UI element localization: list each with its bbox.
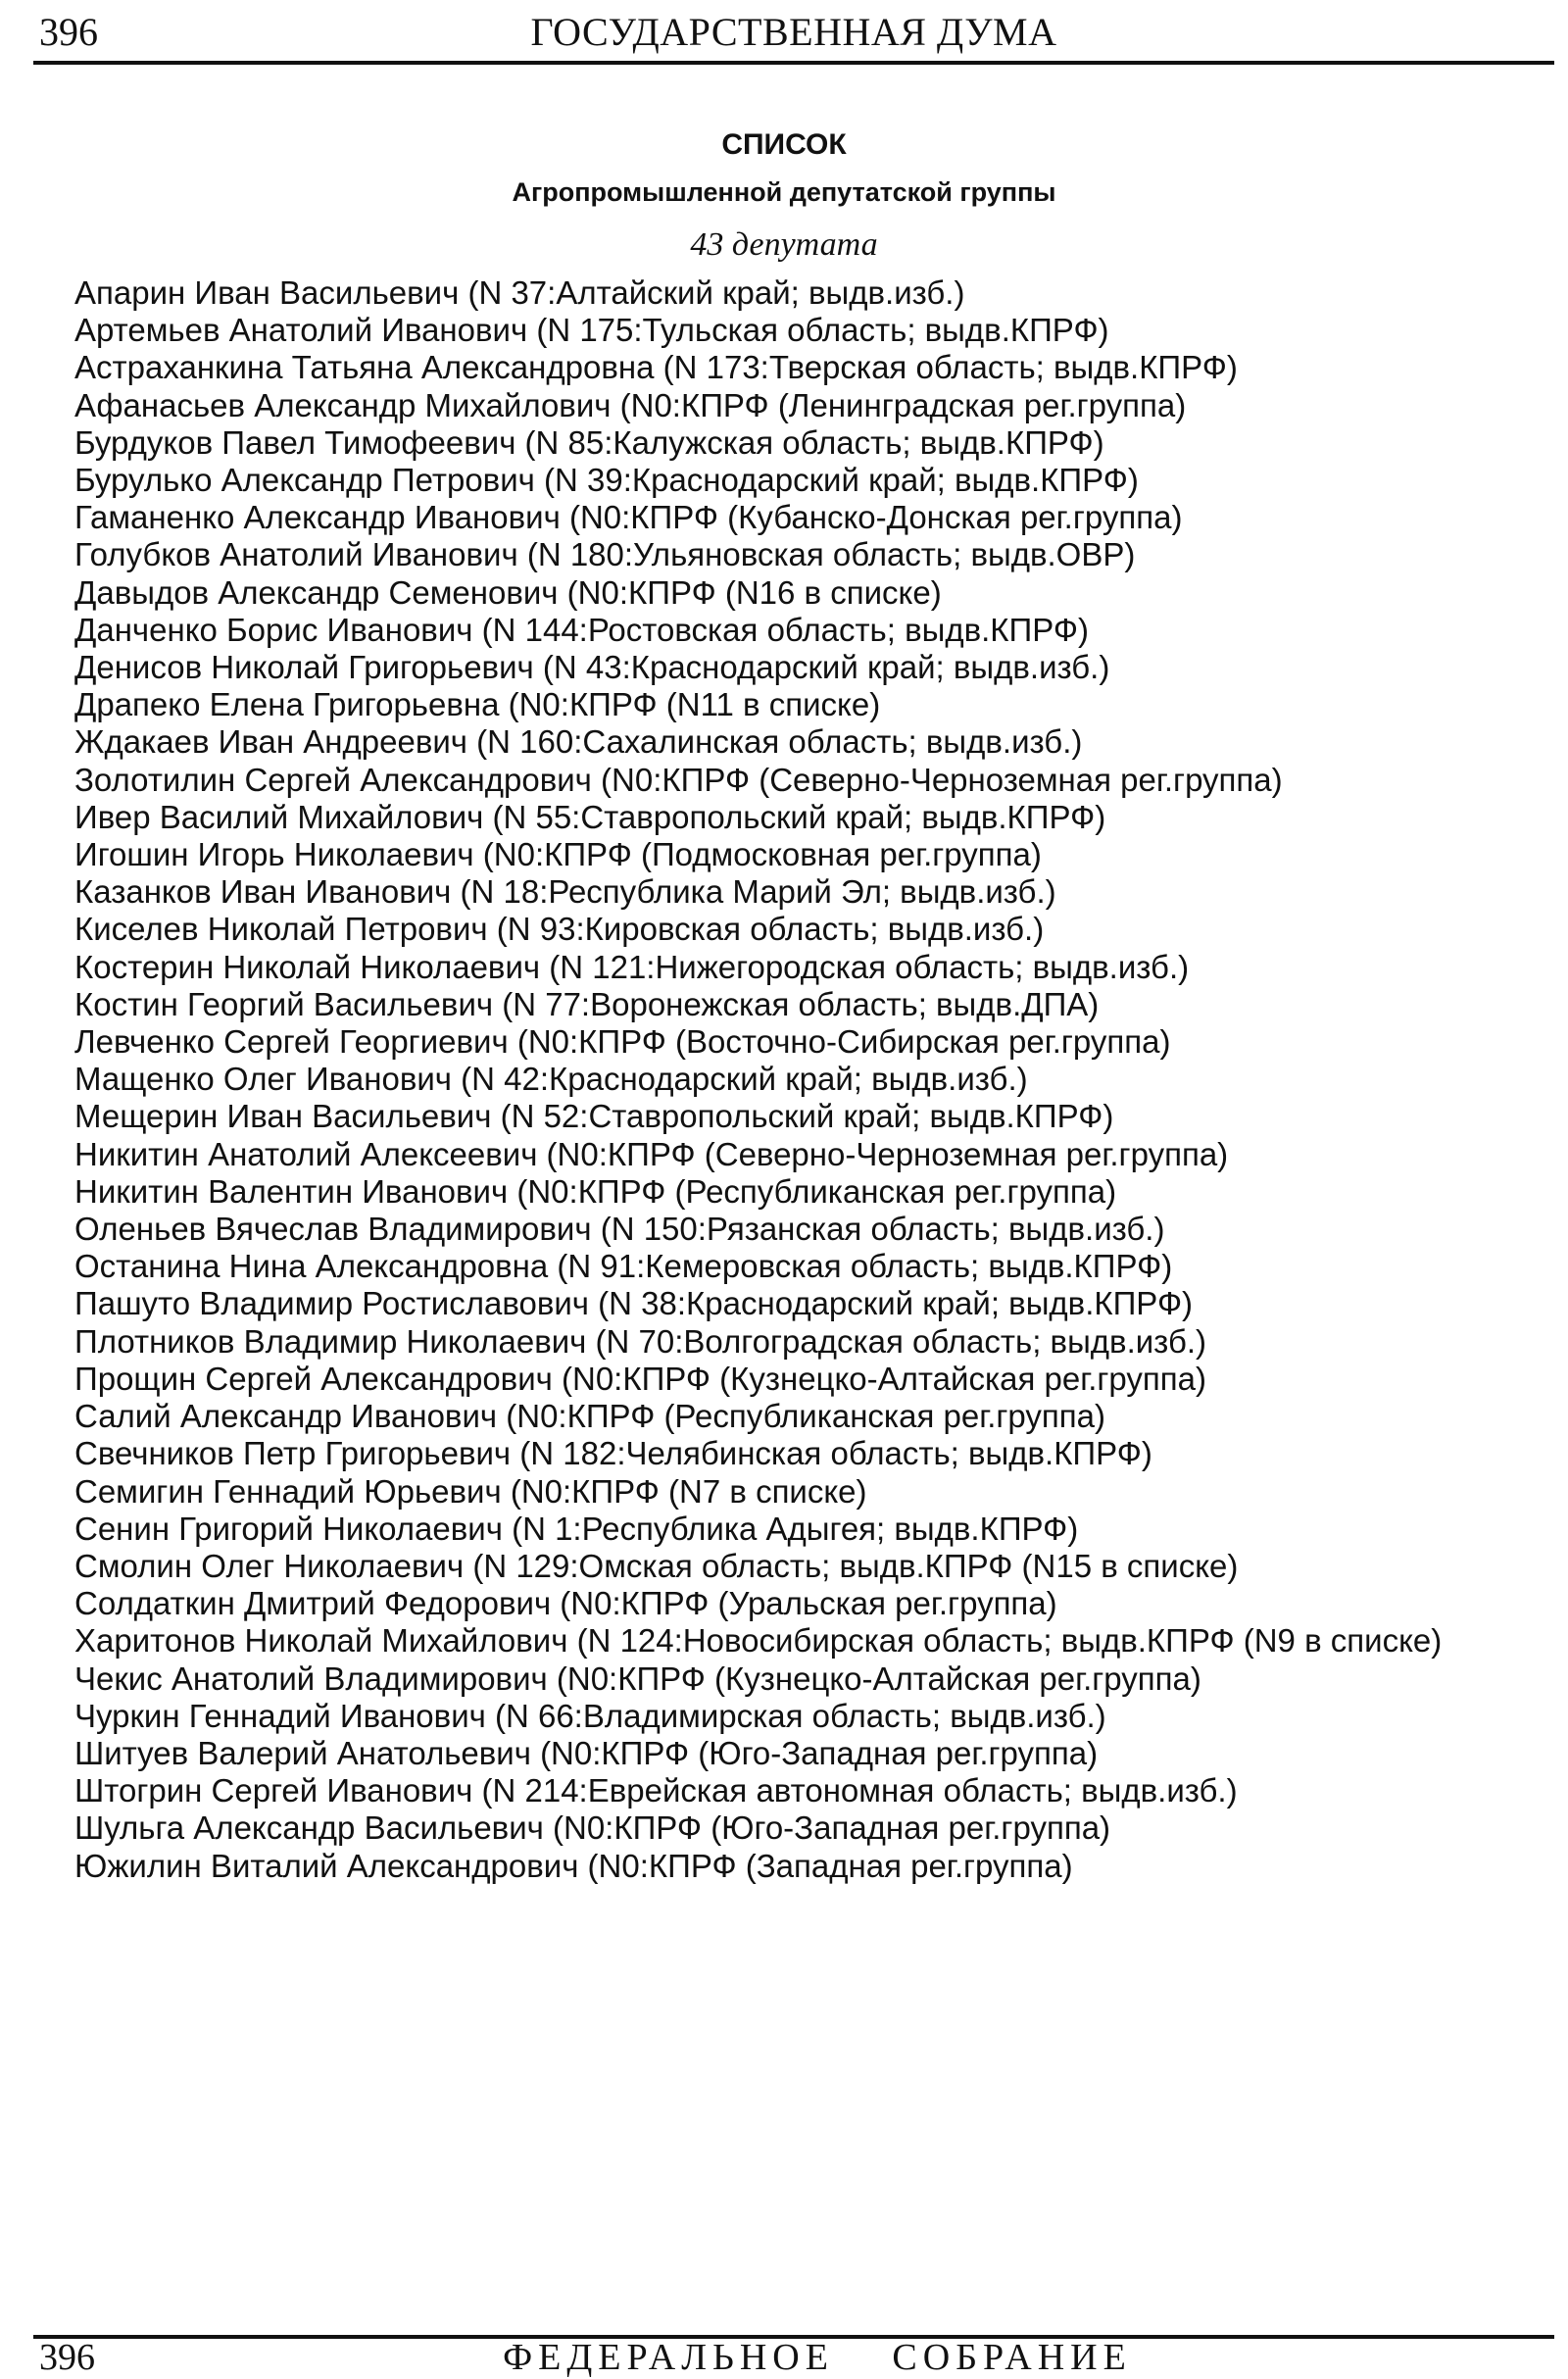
header-rule xyxy=(33,61,1554,65)
list-item: Никитин Валентин Иванович (N0:КПРФ (Республиканская рег.группа) xyxy=(74,1172,1117,1210)
header-page-number: 396 xyxy=(39,10,98,54)
list-item: Мещерин Иван Васильевич (N 52:Ставропольский край; выдв.КПРФ) xyxy=(74,1098,1114,1135)
deputy-count: 43 депутата xyxy=(690,226,878,263)
footer-page-number: 396 xyxy=(39,2337,95,2378)
list-item: Мащенко Олег Иванович (N 42:Краснодарский край; выдв.изб.) xyxy=(74,1061,1028,1098)
list-item: Смолин Олег Николаевич (N 129:Омская область; выдв.КПРФ (N15 в списке) xyxy=(74,1547,1239,1584)
list-item: Салий Александр Иванович (N0:КПРФ (Республиканская рег.группа) xyxy=(74,1398,1105,1435)
list-item: Солдаткин Дмитрий Федорович (N0:КПРФ (Уральская рег.группа) xyxy=(74,1585,1057,1622)
list-item: Штогрин Сергей Иванович (N 214:Еврейская автономная область; выдв.изб.) xyxy=(74,1772,1238,1809)
list-item: Ждакаев Иван Андреевич (N 160:Сахалинская область; выдв.изб.) xyxy=(74,723,1083,761)
list-item: Апарин Иван Васильевич (N 37:Алтайский край; выдв.изб.) xyxy=(74,274,965,311)
list-item: Чекис Анатолий Владимирович (N0:КПРФ (Кузнецко-Алтайская рег.группа) xyxy=(74,1660,1201,1697)
list-item: Костин Георгий Васильевич (N 77:Воронежская область; выдв.ДПА) xyxy=(74,985,1100,1022)
list-item: Семигин Геннадий Юрьевич (N0:КПРФ (N7 в списке) xyxy=(74,1472,867,1510)
list-item: Сенин Григорий Николаевич (N 1:Республика Адыгея; выдв.КПРФ) xyxy=(74,1510,1079,1547)
list-item: Давыдов Александр Семенович (N0:КПРФ (N16 в списке) xyxy=(74,573,942,611)
list-item: Пашуто Владимир Ростиславович (N 38:Краснодарский край; выдв.КПРФ) xyxy=(74,1285,1194,1322)
list-item: Астраханкина Татьяна Александровна (N 173:Тверская область; выдв.КПРФ) xyxy=(74,349,1238,386)
list-item: Гаманенко Александр Иванович (N0:КПРФ (Кубанско-Донская рег.группа) xyxy=(74,499,1183,536)
footer-title: ФЕДЕРАЛЬНОЕ СОБРАНИЕ xyxy=(503,2337,1132,2378)
list-item: Голубков Анатолий Иванович (N 180:Ульяновская область; выдв.ОВР) xyxy=(74,536,1136,573)
list-item: Киселев Николай Петрович (N 93:Кировская область; выдв.изб.) xyxy=(74,911,1045,948)
list-item: Свечников Петр Григорьевич (N 182:Челябинская область; выдв.КПРФ) xyxy=(74,1435,1152,1472)
list-item: Останина Нина Александровна (N 91:Кемеровская область; выдв.КПРФ) xyxy=(74,1248,1173,1285)
list-item: Ивер Василий Михайлович (N 55:Ставропольский край; выдв.КПРФ) xyxy=(74,798,1106,835)
list-item: Никитин Анатолий Алексеевич (N0:КПРФ (Северно-Черноземная рег.группа) xyxy=(74,1135,1229,1172)
list-item: Южилин Виталий Александрович (N0:КПРФ (Западная рег.группа) xyxy=(74,1847,1073,1884)
list-item: Оленьев Вячеслав Владимирович (N 150:Рязанская область; выдв.изб.) xyxy=(74,1211,1165,1248)
list-item: Игошин Игорь Николаевич (N0:КПРФ (Подмосковная рег.группа) xyxy=(74,836,1042,873)
list-item: Афанасьев Александр Михайлович (N0:КПРФ (Ленинградская рег.группа) xyxy=(74,386,1187,423)
list-title: СПИСОК xyxy=(721,128,847,161)
list-item: Шитуев Валерий Анатольевич (N0:КПРФ (Юго-Западная рег.группа) xyxy=(74,1734,1099,1771)
running-footer xyxy=(33,2337,1554,2379)
list-item: Прощин Сергей Александрович (N0:КПРФ (Кузнецко-Алтайская рег.группа) xyxy=(74,1360,1206,1397)
list-item: Драпеко Елена Григорьевна (N0:КПРФ (N11 в списке) xyxy=(74,686,881,723)
header-title: ГОСУДАРСТВЕННАЯ ДУМА xyxy=(530,10,1057,54)
list-item: Харитонов Николай Михайлович (N 124:Новосибирская область; выдв.КПРФ (N9 в списке) xyxy=(74,1622,1443,1660)
list-item: Шульга Александр Васильевич (N0:КПРФ (Юго-Западная рег.группа) xyxy=(74,1809,1111,1847)
list-item: Левченко Сергей Георгиевич (N0:КПРФ (Восточно-Сибирская рег.группа) xyxy=(74,1023,1171,1061)
list-item: Костерин Николай Николаевич (N 121:Нижегородская область; выдв.изб.) xyxy=(74,948,1190,985)
list-item: Казанков Иван Иванович (N 18:Республика Марий Эл; выдв.изб.) xyxy=(74,873,1056,911)
member-list xyxy=(35,274,1550,1885)
list-item: Плотников Владимир Николаевич (N 70:Волгоградская область; выдв.изб.) xyxy=(74,1322,1206,1360)
list-subtitle: Агропромышленной депутатской группы xyxy=(512,177,1056,207)
list-item: Золотилин Сергей Александрович (N0:КПРФ (Северно-Черноземная рег.группа) xyxy=(74,761,1283,798)
running-header xyxy=(33,4,1554,61)
list-item: Денисов Николай Григорьевич (N 43:Краснодарский край; выдв.изб.) xyxy=(74,649,1110,686)
list-item: Артемьев Анатолий Иванович (N 175:Тульская область; выдв.КПРФ) xyxy=(74,312,1109,349)
list-item: Чуркин Геннадий Иванович (N 66:Владимирская область; выдв.изб.) xyxy=(74,1697,1106,1734)
list-item: Данченко Борис Иванович (N 144:Ростовская область; выдв.КПРФ) xyxy=(74,611,1089,648)
list-item: Бурулько Александр Петрович (N 39:Краснодарский край; выдв.КПРФ) xyxy=(74,462,1139,499)
list-item: Бурдуков Павел Тимофеевич (N 85:Калужская область; выдв.КПРФ) xyxy=(74,423,1104,461)
